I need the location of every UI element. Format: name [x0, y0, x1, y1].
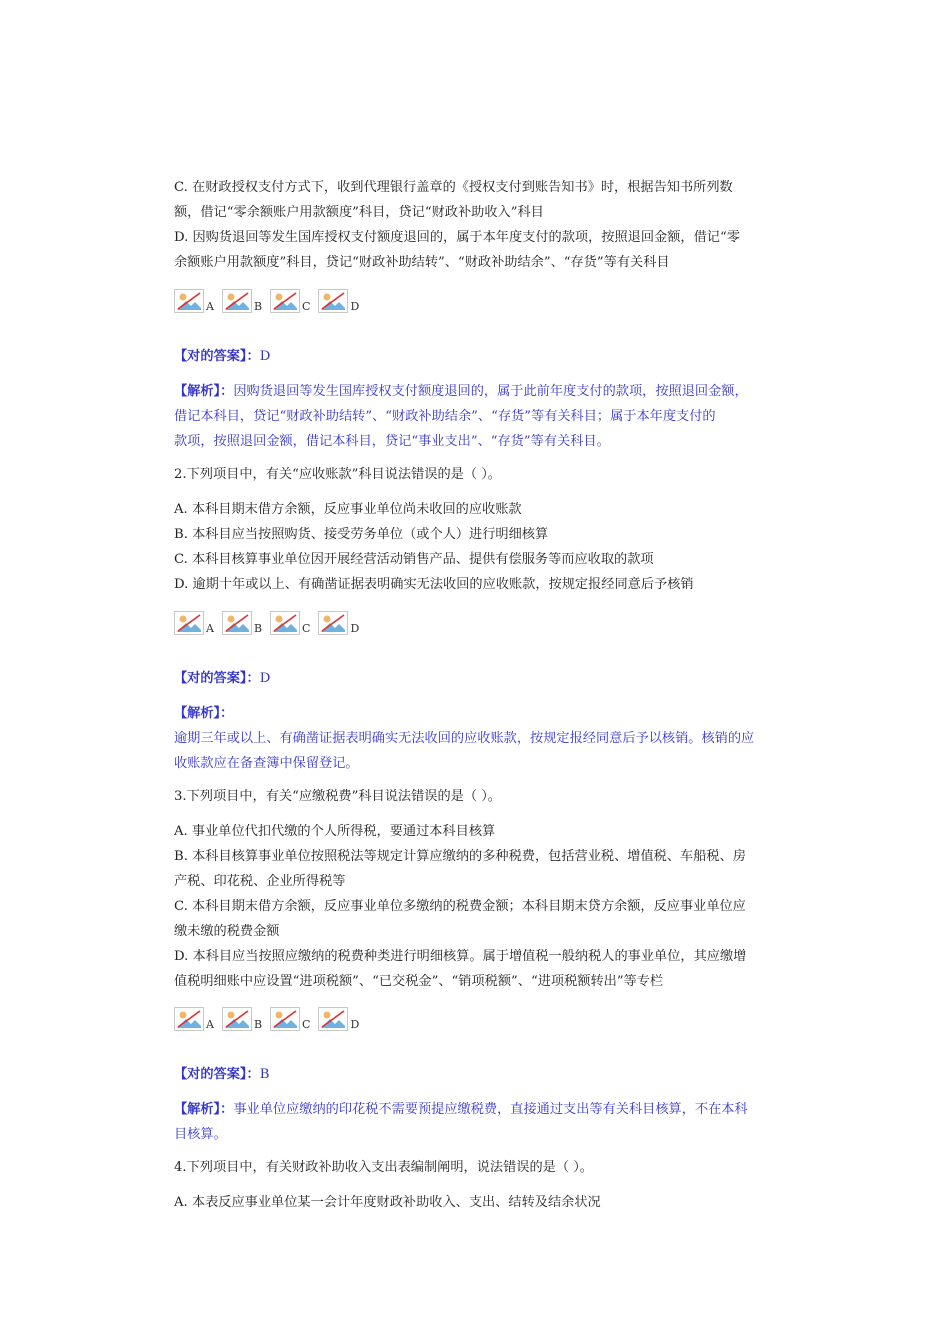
analysis-text: 因购货退回等发生国库授权支付额度退回的，属于此前年度支付的款项，按照退回金额， — [233, 384, 748, 399]
choice-c[interactable] — [270, 1007, 316, 1031]
q2-analysis-line1: 逾期三年或以上、有确凿证据表明确实无法收回的应收账款，按规定报经同意后予以核销。核销的应 — [174, 731, 755, 746]
broken-image-icon — [222, 1007, 252, 1031]
q2-analysis-label-line — [174, 705, 233, 723]
choice-letter: D — [350, 1018, 360, 1031]
answer-label: 【对的答案】： — [174, 1067, 260, 1082]
choice-letter: B — [253, 622, 263, 635]
analysis-label: 【解析】： — [174, 1102, 234, 1117]
analysis-label: 【解析】： — [174, 384, 234, 399]
choice-a[interactable] — [174, 289, 220, 313]
q4-option-a: A. 本表反应事业单位某一会计年度财政补助收入、支出、结转及结余状况 — [174, 1195, 601, 1210]
choice-c[interactable] — [270, 611, 316, 635]
choice-letter: C — [302, 622, 311, 635]
choice-b[interactable] — [222, 289, 268, 313]
q3-option-d-line2: 值税明细账中应设置“进项税额”、“已交税金”、“销项税额”、“进项税额转出”等专栏 — [174, 974, 664, 989]
q3-option-c-line2: 缴未缴的税费金额 — [174, 924, 280, 939]
q1-answer — [174, 348, 270, 366]
broken-image-icon — [174, 611, 204, 635]
q1-analysis-line1 — [174, 383, 748, 401]
answer-value: D — [259, 349, 271, 364]
q2-answer — [174, 670, 270, 688]
choice-letter: D — [350, 300, 360, 313]
choice-d[interactable] — [318, 1007, 365, 1031]
choice-c[interactable] — [270, 289, 316, 313]
broken-image-icon — [222, 611, 252, 635]
answer-value: D — [259, 671, 271, 686]
q3-answer — [174, 1066, 269, 1084]
q2-option-a: A. 本科目期末借方余额，反应事业单位尚未收回的应收账款 — [174, 502, 522, 517]
q1-analysis-line2: 借记本科目，贷记“财政补助结转”、“财政补助结余”、“存货”等有关科目；属于本年度支付的 — [174, 409, 716, 424]
choice-d[interactable] — [318, 611, 365, 635]
q3-analysis-line2: 目核算。 — [174, 1127, 227, 1142]
broken-image-icon — [270, 1007, 300, 1031]
q2-option-b: B. 本科目应当按照购货、接受劳务单位（或个人）进行明细核算 — [174, 527, 549, 542]
q2-stem: 2.下列项目中，有关“应收账款”科目说法错误的是（ ）。 — [174, 467, 501, 482]
q3-option-b-line1: B. 本科目核算事业单位按照税法等规定计算应缴纳的多种税费，包括营业税、增值税、车船税、房 — [174, 849, 746, 864]
choice-d[interactable] — [318, 289, 365, 313]
answer-label: 【对的答案】： — [174, 349, 260, 364]
q3-option-b-line2: 产税、印花税、企业所得税等 — [174, 874, 346, 889]
q3-option-c-line1: C. 本科目期末借方余额，反应事业单位多缴纳的税费金额；本科目期末贷方余额，反应事业单位应 — [174, 899, 746, 914]
q2-option-c: C. 本科目核算事业单位因开展经营活动销售产品、提供有偿服务等而应收取的款项 — [174, 552, 654, 567]
choice-letter: D — [350, 622, 360, 635]
q3-option-a: A. 事业单位代扣代缴的个人所得税，要通过本科目核算 — [174, 824, 496, 839]
q1-choice-images — [174, 285, 367, 313]
q3-analysis-line1 — [174, 1101, 748, 1119]
q1-option-c-line2: 额，借记“零余额账户用款额度”科目，贷记“财政补助收入”科目 — [174, 205, 544, 220]
choice-a[interactable] — [174, 1007, 220, 1031]
choice-letter: A — [206, 300, 214, 313]
choice-letter: A — [206, 622, 214, 635]
q1-option-d-line2: 余额账户用款额度”科目，贷记“财政补助结转”、“财政补助结余”、“存货”等有关科目 — [174, 255, 670, 270]
choice-b[interactable] — [222, 1007, 268, 1031]
choice-letter: A — [206, 1018, 214, 1031]
choice-letter: B — [253, 1018, 263, 1031]
choice-b[interactable] — [222, 611, 268, 635]
answer-label: 【对的答案】： — [174, 671, 260, 686]
q3-choice-images — [174, 1003, 367, 1031]
q4-stem: 4.下列项目中，有关财政补助收入支出表编制阐明，说法错误的是（ ）。 — [174, 1160, 593, 1175]
q1-analysis-line3: 款项，按照退回金额，借记本科目，贷记“事业支出”、“存货”等有关科目。 — [174, 434, 610, 449]
answer-value: B — [259, 1067, 270, 1082]
q1-option-d-line1: D. 因购货退回等发生国库授权支付额度退回的，属于本年度支付的款项，按照退回金额，借记“零 — [174, 230, 740, 245]
analysis-text: 事业单位应缴纳的印花税不需要预提应缴税费，直接通过支出等有关科目核算，不在本科 — [233, 1102, 748, 1117]
choice-letter: C — [302, 1018, 311, 1031]
choice-a[interactable] — [174, 611, 220, 635]
q3-option-d-line1: D. 本科目应当按照应缴纳的税费种类进行明细核算。属于增值税一般纳税人的事业单位，其应缴增 — [174, 949, 747, 964]
choice-letter: C — [302, 300, 311, 313]
broken-image-icon — [318, 1007, 348, 1031]
q1-option-c-line1: C. 在财政授权支付方式下，收到代理银行盖章的《授权支付到账告知书》时，根据告知书所列数 — [174, 180, 733, 195]
choice-letter: B — [253, 300, 263, 313]
broken-image-icon — [318, 289, 348, 313]
broken-image-icon — [222, 289, 252, 313]
broken-image-icon — [270, 611, 300, 635]
q2-analysis-line2: 收账款应在备查簿中保留登记。 — [174, 756, 359, 771]
q2-choice-images — [174, 607, 367, 635]
broken-image-icon — [270, 289, 300, 313]
broken-image-icon — [318, 611, 348, 635]
analysis-label: 【解析】： — [174, 706, 234, 721]
broken-image-icon — [174, 1007, 204, 1031]
q2-option-d: D. 逾期十年或以上、有确凿证据表明确实无法收回的应收账款，按规定报经同意后予核销 — [174, 577, 694, 592]
broken-image-icon — [174, 289, 204, 313]
q3-stem: 3.下列项目中，有关“应缴税费”科目说法错误的是（ ）。 — [174, 789, 501, 804]
